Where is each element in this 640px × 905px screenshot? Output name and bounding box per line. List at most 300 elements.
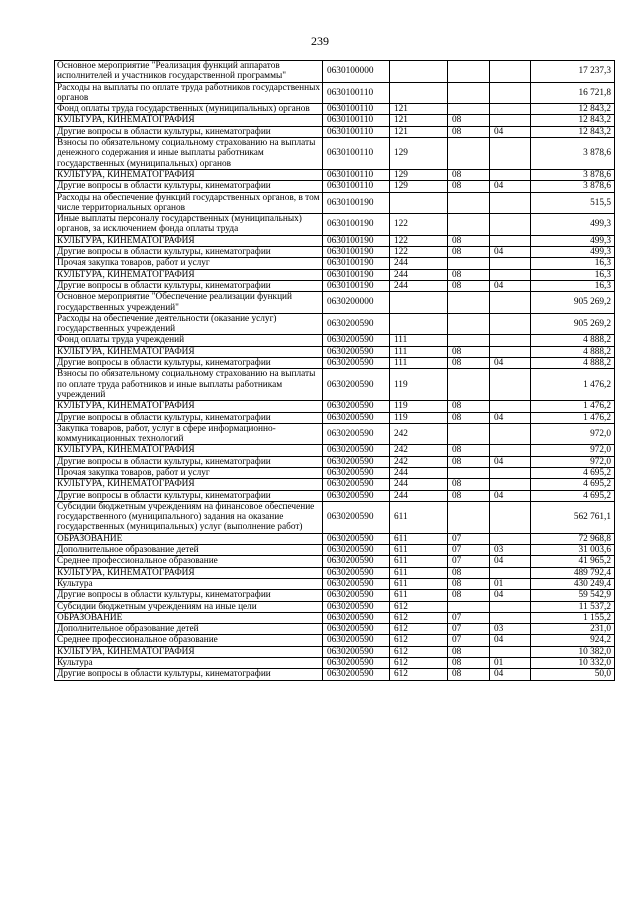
row-expense-type-cell: 244 [390,258,448,269]
row-amount-cell: 11 537,2 [531,601,615,612]
row-target-article-cell: 0630100110 [323,126,390,137]
table-row [55,658,615,669]
row-subsection-cell [490,346,531,357]
row-name-cell: Другие вопросы в области культуры, кинематографии [55,126,323,137]
row-subsection-cell: 01 [490,578,531,589]
row-subsection-cell: 04 [490,556,531,567]
row-section-cell [448,601,490,612]
row-target-article-cell: 0630200590 [323,369,390,401]
row-name-cell: КУЛЬТУРА, КИНЕМАТОГРАФИЯ [55,646,323,657]
row-target-article-cell: 0630200590 [323,335,390,346]
row-target-article-cell: 0630100190 [323,214,390,236]
row-target-article-cell: 0630200590 [323,490,390,501]
row-section-cell [448,214,490,236]
row-name-cell: Дополнительное образование детей [55,545,323,556]
row-section-cell: 07 [448,635,490,646]
row-target-article-cell: 0630200590 [323,567,390,578]
row-section-cell [448,82,490,104]
row-section-cell: 08 [448,658,490,669]
row-amount-cell: 16,3 [531,258,615,269]
row-target-article-cell: 0630200590 [323,612,390,623]
row-target-article-cell: 0630200590 [323,669,390,680]
row-target-article-cell: 0630200590 [323,467,390,478]
row-expense-type-cell: 121 [390,115,448,126]
row-target-article-cell: 0630100000 [323,61,390,83]
row-target-article-cell: 0630100190 [323,235,390,246]
row-subsection-cell: 04 [490,181,531,192]
table-row [55,369,615,401]
row-subsection-cell [490,269,531,280]
row-expense-type-cell: 611 [390,567,448,578]
row-target-article-cell: 0630100190 [323,280,390,291]
table-row [55,545,615,556]
row-expense-type-cell: 612 [390,669,448,680]
table-row [55,138,615,170]
row-subsection-cell: 04 [490,635,531,646]
table-row [55,214,615,236]
row-name-cell: Другие вопросы в области культуры, кинематографии [55,456,323,467]
table-row [55,624,615,635]
row-expense-type-cell: 129 [390,181,448,192]
row-section-cell: 08 [448,578,490,589]
row-section-cell: 08 [448,479,490,490]
table-row [55,61,615,83]
table-row [55,445,615,456]
row-subsection-cell: 04 [490,247,531,258]
row-expense-type-cell: 121 [390,104,448,115]
table-row [55,556,615,567]
row-subsection-cell: 04 [490,126,531,137]
row-name-cell: Другие вопросы в области культуры, кинематографии [55,247,323,258]
row-name-cell: Прочая закупка товаров, работ и услуг [55,258,323,269]
row-expense-type-cell: 612 [390,646,448,657]
row-section-cell [448,369,490,401]
row-target-article-cell: 0630200590 [323,401,390,412]
row-expense-type-cell: 111 [390,335,448,346]
row-section-cell: 08 [448,590,490,601]
table-row [55,533,615,544]
row-subsection-cell: 04 [490,456,531,467]
row-target-article-cell: 0630200590 [323,624,390,635]
row-expense-type-cell: 129 [390,169,448,180]
row-target-article-cell: 0630200590 [323,412,390,423]
row-section-cell: 07 [448,545,490,556]
row-name-cell: Основное мероприятие "Обеспечение реализации функций государственных учреждений" [55,292,323,314]
page-number: 239 [311,34,329,48]
row-amount-cell: 12 843,2 [531,126,615,137]
row-section-cell: 08 [448,247,490,258]
row-name-cell: Иные выплаты персоналу государственных (муниципальных) органов, за исключением фонда оплаты труда [55,214,323,236]
table-row [55,346,615,357]
row-target-article-cell: 0630200590 [323,313,390,335]
row-subsection-cell [490,445,531,456]
row-section-cell [448,292,490,314]
row-name-cell: Другие вопросы в области культуры, кинематографии [55,490,323,501]
row-amount-cell: 515,5 [531,192,615,214]
row-target-article-cell: 0630100190 [323,192,390,214]
row-amount-cell: 1 476,2 [531,412,615,423]
row-amount-cell: 972,0 [531,423,615,445]
row-target-article-cell: 0630200590 [323,479,390,490]
row-section-cell: 08 [448,358,490,369]
row-section-cell: 08 [448,445,490,456]
row-section-cell: 08 [448,269,490,280]
table-row [55,82,615,104]
row-expense-type-cell: 611 [390,578,448,589]
row-amount-cell: 972,0 [531,456,615,467]
row-amount-cell: 10 382,0 [531,646,615,657]
row-amount-cell: 72 968,8 [531,533,615,544]
row-name-cell: Фонд оплаты труда государственных (муниципальных) органов [55,104,323,115]
row-target-article-cell: 0630200590 [323,423,390,445]
row-expense-type-cell: 612 [390,658,448,669]
row-section-cell: 08 [448,169,490,180]
row-subsection-cell [490,567,531,578]
row-section-cell: 08 [448,646,490,657]
row-expense-type-cell: 122 [390,235,448,246]
row-name-cell: Расходы на выплаты по оплате труда работников государственных органов [55,82,323,104]
row-name-cell: ОБРАЗОВАНИЕ [55,533,323,544]
row-expense-type-cell: 111 [390,346,448,357]
row-subsection-cell [490,61,531,83]
row-amount-cell: 12 843,2 [531,115,615,126]
row-expense-type-cell [390,82,448,104]
row-name-cell: Расходы на обеспечение функций государственных органов, в том числе территориальных органов [55,192,323,214]
row-expense-type-cell: 244 [390,490,448,501]
row-amount-cell: 16 721,8 [531,82,615,104]
row-section-cell [448,423,490,445]
table-row [55,501,615,533]
row-name-cell: КУЛЬТУРА, КИНЕМАТОГРАФИЯ [55,346,323,357]
row-target-article-cell: 0630100110 [323,104,390,115]
row-amount-cell: 12 843,2 [531,104,615,115]
row-expense-type-cell [390,61,448,83]
row-target-article-cell: 0630100190 [323,247,390,258]
row-subsection-cell: 04 [490,590,531,601]
row-amount-cell: 4 695,2 [531,479,615,490]
row-amount-cell: 499,3 [531,247,615,258]
row-subsection-cell [490,115,531,126]
row-target-article-cell: 0630100110 [323,115,390,126]
table-row [55,412,615,423]
table-row [55,490,615,501]
row-amount-cell: 972,0 [531,445,615,456]
row-name-cell: Другие вопросы в области культуры, кинематографии [55,280,323,291]
row-section-cell: 08 [448,567,490,578]
table-row [55,313,615,335]
table-row [55,467,615,478]
table-row [55,646,615,657]
table-row [55,479,615,490]
row-target-article-cell: 0630200590 [323,533,390,544]
row-amount-cell: 905 269,2 [531,292,615,314]
row-target-article-cell: 0630100190 [323,269,390,280]
row-section-cell: 08 [448,235,490,246]
row-subsection-cell [490,501,531,533]
row-expense-type-cell: 611 [390,590,448,601]
row-expense-type-cell: 119 [390,401,448,412]
row-amount-cell: 3 878,6 [531,138,615,170]
row-name-cell: Расходы на обеспечение деятельности (оказание услуг) государственных учреждений [55,313,323,335]
row-section-cell [448,192,490,214]
table-row [55,247,615,258]
row-subsection-cell [490,369,531,401]
row-amount-cell: 59 542,9 [531,590,615,601]
budget-table-body [55,61,615,681]
row-name-cell: КУЛЬТУРА, КИНЕМАТОГРАФИЯ [55,567,323,578]
row-name-cell: ОБРАЗОВАНИЕ [55,612,323,623]
table-row [55,578,615,589]
row-amount-cell: 4 888,2 [531,335,615,346]
row-target-article-cell: 0630200590 [323,556,390,567]
row-expense-type-cell: 242 [390,423,448,445]
table-row [55,423,615,445]
row-target-article-cell: 0630200590 [323,601,390,612]
row-amount-cell: 50,0 [531,669,615,680]
row-amount-cell: 3 878,6 [531,181,615,192]
row-name-cell: Закупка товаров, работ, услуг в сфере информационно-коммуникационных технологий [55,423,323,445]
row-amount-cell: 17 237,3 [531,61,615,83]
row-section-cell: 08 [448,126,490,137]
row-name-cell: КУЛЬТУРА, КИНЕМАТОГРАФИЯ [55,269,323,280]
row-amount-cell: 41 965,2 [531,556,615,567]
row-expense-type-cell [390,292,448,314]
row-subsection-cell [490,169,531,180]
row-target-article-cell: 0630100190 [323,258,390,269]
table-row [55,635,615,646]
table-row [55,269,615,280]
row-section-cell: 08 [448,669,490,680]
row-name-cell: Прочая закупка товаров, работ и услуг [55,467,323,478]
row-amount-cell: 31 003,6 [531,545,615,556]
row-amount-cell: 4 888,2 [531,358,615,369]
table-row [55,612,615,623]
row-name-cell: Взносы по обязательному социальному страхованию на выплаты по оплате труда работников и иные выплаты работникам учреждений [55,369,323,401]
table-row [55,669,615,680]
row-subsection-cell [490,313,531,335]
table-row [55,590,615,601]
row-name-cell: Другие вопросы в области культуры, кинематографии [55,669,323,680]
row-target-article-cell: 0630200590 [323,456,390,467]
row-section-cell: 07 [448,612,490,623]
row-subsection-cell [490,82,531,104]
row-expense-type-cell: 111 [390,358,448,369]
row-section-cell [448,335,490,346]
row-amount-cell: 10 332,0 [531,658,615,669]
row-name-cell: Основное мероприятие "Реализация функций аппаратов исполнителей и участников государственной программы" [55,61,323,83]
row-subsection-cell [490,192,531,214]
row-expense-type-cell [390,192,448,214]
row-expense-type-cell: 242 [390,445,448,456]
row-expense-type-cell: 611 [390,545,448,556]
row-amount-cell: 1 476,2 [531,369,615,401]
table-row [55,601,615,612]
row-amount-cell: 231,0 [531,624,615,635]
row-amount-cell: 3 878,6 [531,169,615,180]
row-expense-type-cell: 119 [390,412,448,423]
row-name-cell: Субсидии бюджетным учреждениям на финансовое обеспечение государственного (муниципального) задания на оказание государственных (муниципальных) услуг (выполнение работ) [55,501,323,533]
row-subsection-cell: 04 [490,280,531,291]
row-expense-type-cell: 612 [390,624,448,635]
row-name-cell: КУЛЬТУРА, КИНЕМАТОГРАФИЯ [55,235,323,246]
row-name-cell: Другие вопросы в области культуры, кинематографии [55,181,323,192]
row-target-article-cell: 0630200590 [323,590,390,601]
row-name-cell: Фонд оплаты труда учреждений [55,335,323,346]
row-target-article-cell: 0630100110 [323,138,390,170]
row-subsection-cell: 01 [490,658,531,669]
row-subsection-cell: 04 [490,669,531,680]
row-subsection-cell [490,214,531,236]
row-subsection-cell [490,423,531,445]
table-row [55,104,615,115]
row-expense-type-cell: 612 [390,635,448,646]
row-subsection-cell [490,479,531,490]
table-row [55,126,615,137]
row-section-cell: 07 [448,624,490,635]
row-name-cell: Культура [55,658,323,669]
row-subsection-cell [490,138,531,170]
table-row [55,456,615,467]
row-section-cell [448,258,490,269]
row-expense-type-cell: 611 [390,533,448,544]
row-name-cell: КУЛЬТУРА, КИНЕМАТОГРАФИЯ [55,479,323,490]
row-expense-type-cell: 242 [390,456,448,467]
row-section-cell: 07 [448,533,490,544]
row-section-cell: 08 [448,181,490,192]
row-amount-cell: 1 476,2 [531,401,615,412]
row-target-article-cell: 0630200590 [323,445,390,456]
row-section-cell [448,104,490,115]
row-amount-cell: 905 269,2 [531,313,615,335]
row-name-cell: Среднее профессиональное образование [55,635,323,646]
row-section-cell: 08 [448,401,490,412]
row-expense-type-cell: 122 [390,247,448,258]
row-target-article-cell: 0630100110 [323,169,390,180]
row-section-cell [448,61,490,83]
row-subsection-cell: 03 [490,624,531,635]
row-subsection-cell: 04 [490,358,531,369]
row-subsection-cell [490,335,531,346]
row-name-cell: Субсидии бюджетным учреждениям на иные цели [55,601,323,612]
row-subsection-cell [490,467,531,478]
row-target-article-cell: 0630200590 [323,646,390,657]
row-amount-cell: 16,3 [531,280,615,291]
row-expense-type-cell: 611 [390,501,448,533]
row-section-cell: 08 [448,115,490,126]
row-target-article-cell: 0630100110 [323,181,390,192]
row-amount-cell: 4 695,2 [531,490,615,501]
row-expense-type-cell: 612 [390,612,448,623]
row-subsection-cell [490,533,531,544]
row-target-article-cell: 0630200590 [323,501,390,533]
table-row [55,567,615,578]
row-target-article-cell: 0630200590 [323,346,390,357]
row-target-article-cell: 0630200590 [323,635,390,646]
row-subsection-cell: 03 [490,545,531,556]
table-row [55,115,615,126]
row-section-cell [448,501,490,533]
row-expense-type-cell: 244 [390,269,448,280]
row-amount-cell: 430 249,4 [531,578,615,589]
row-target-article-cell: 0630200000 [323,292,390,314]
table-row [55,292,615,314]
row-amount-cell: 562 761,1 [531,501,615,533]
table-row [55,192,615,214]
row-section-cell: 08 [448,346,490,357]
table-row [55,235,615,246]
row-section-cell: 08 [448,280,490,291]
row-target-article-cell: 0630100110 [323,82,390,104]
row-name-cell: Взносы по обязательному социальному страхованию на выплаты денежного содержания и иные выплаты работникам государственных (муниципальных) органов [55,138,323,170]
row-expense-type-cell: 122 [390,214,448,236]
row-expense-type-cell: 244 [390,479,448,490]
row-subsection-cell [490,646,531,657]
row-section-cell [448,467,490,478]
row-target-article-cell: 0630200590 [323,358,390,369]
table-row [55,280,615,291]
budget-table [54,60,615,681]
row-section-cell [448,138,490,170]
row-name-cell: КУЛЬТУРА, КИНЕМАТОГРАФИЯ [55,445,323,456]
table-row [55,258,615,269]
row-subsection-cell [490,401,531,412]
row-name-cell: Культура [55,578,323,589]
row-amount-cell: 499,3 [531,235,615,246]
row-subsection-cell: 04 [490,412,531,423]
row-section-cell: 07 [448,556,490,567]
row-expense-type-cell: 119 [390,369,448,401]
row-name-cell: Другие вопросы в области культуры, кинематографии [55,412,323,423]
row-expense-type-cell: 121 [390,126,448,137]
table-row [55,335,615,346]
table-row [55,358,615,369]
row-expense-type-cell: 612 [390,601,448,612]
row-section-cell: 08 [448,412,490,423]
row-target-article-cell: 0630200590 [323,578,390,589]
row-name-cell: КУЛЬТУРА, КИНЕМАТОГРАФИЯ [55,169,323,180]
row-subsection-cell [490,104,531,115]
row-name-cell: КУЛЬТУРА, КИНЕМАТОГРАФИЯ [55,115,323,126]
row-name-cell: Другие вопросы в области культуры, кинематографии [55,590,323,601]
row-amount-cell: 16,3 [531,269,615,280]
row-target-article-cell: 0630200590 [323,545,390,556]
row-amount-cell: 489 792,4 [531,567,615,578]
row-target-article-cell: 0630200590 [323,658,390,669]
row-expense-type-cell: 129 [390,138,448,170]
table-row [55,181,615,192]
row-amount-cell: 4 695,2 [531,467,615,478]
row-expense-type-cell [390,313,448,335]
table-row [55,401,615,412]
row-name-cell: КУЛЬТУРА, КИНЕМАТОГРАФИЯ [55,401,323,412]
row-subsection-cell: 04 [490,490,531,501]
row-expense-type-cell: 611 [390,556,448,567]
row-subsection-cell [490,612,531,623]
row-amount-cell: 499,3 [531,214,615,236]
row-name-cell: Дополнительное образование детей [55,624,323,635]
row-section-cell: 08 [448,456,490,467]
row-subsection-cell [490,601,531,612]
row-section-cell [448,313,490,335]
row-amount-cell: 4 888,2 [531,346,615,357]
row-subsection-cell [490,258,531,269]
row-expense-type-cell: 244 [390,467,448,478]
row-subsection-cell [490,292,531,314]
row-expense-type-cell: 244 [390,280,448,291]
row-name-cell: Среднее профессиональное образование [55,556,323,567]
row-subsection-cell [490,235,531,246]
row-name-cell: Другие вопросы в области культуры, кинематографии [55,358,323,369]
